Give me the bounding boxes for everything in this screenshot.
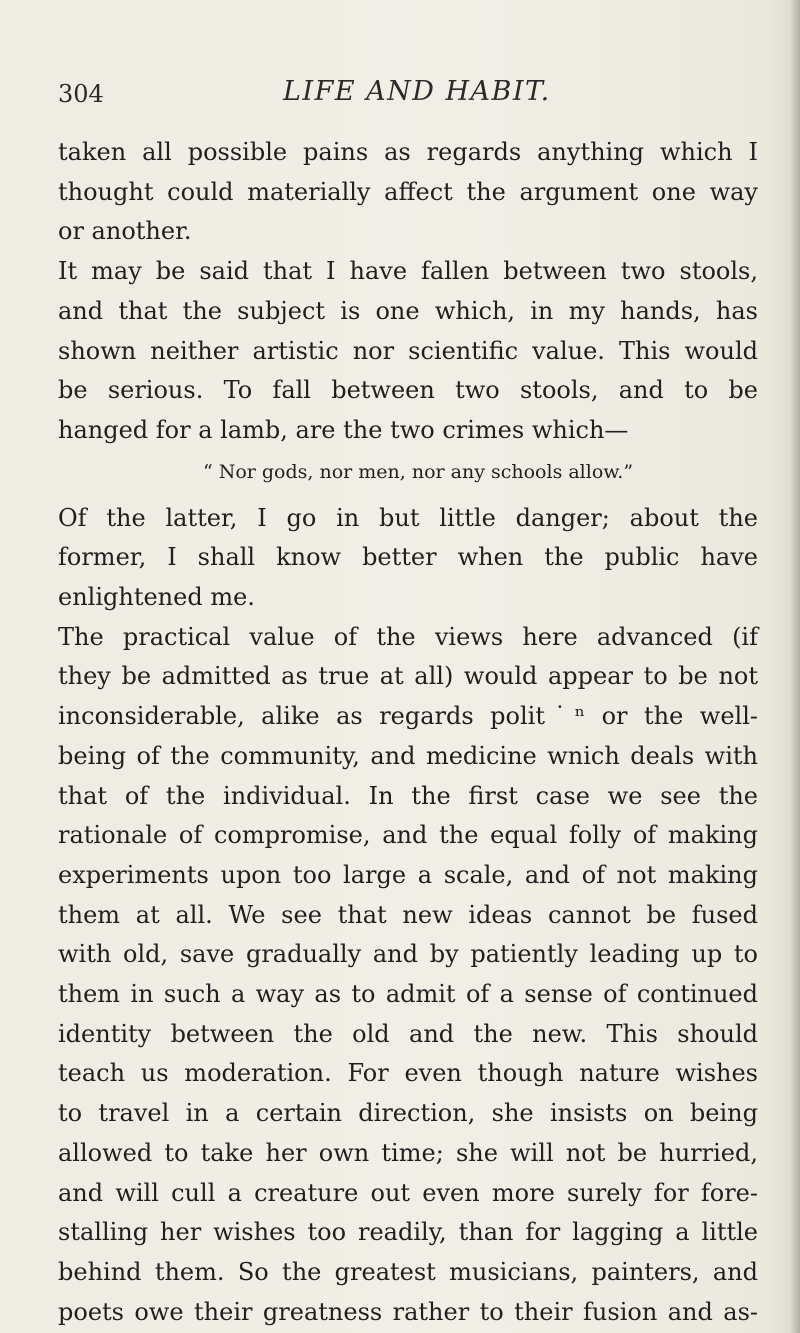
text-line: poets owe their greatness rather to their fusion and as- xyxy=(58,1297,758,1326)
text-line: The practical value of the views here advanced (if xyxy=(58,622,758,651)
text-line: experiments upon too large a scale, and of not making xyxy=(58,860,758,889)
block-quotation: “ Nor gods, nor men, nor any schools allow.” xyxy=(202,460,634,483)
text-line: shown neither artistic nor scientific value. This would xyxy=(58,336,758,365)
text-line: taken all possible pains as regards anything which I xyxy=(58,138,758,166)
text-line: hanged for a lamb, are the two crimes which— xyxy=(58,415,629,444)
page-number: 304 xyxy=(58,80,104,108)
text-line: It may be said that I have fallen between two stools, xyxy=(58,257,758,286)
text-line: and will cull a creature out even more surely for fore- xyxy=(58,1178,758,1207)
text-line: rationale of compromise, and the equal folly of making xyxy=(58,821,758,850)
text-line: Of the latter, I go in but little danger; about the xyxy=(58,503,758,532)
paragraph xyxy=(58,618,758,1333)
text-line: they be admitted as true at all) would appear to be not xyxy=(58,662,758,691)
text-line: being of the community, and medicine wnich deals with xyxy=(58,741,758,770)
text-line: with old, save gradually and by patiently leading up to xyxy=(58,940,758,969)
text-line: teach us moderation. For even though nature wishes xyxy=(58,1059,758,1088)
text-line: stalling her wishes too readily, than for lagging a little xyxy=(58,1218,758,1247)
text-line: that of the individual. In the first case we see the xyxy=(58,781,758,810)
text-line: them at all. We see that new ideas cannot be fused xyxy=(58,900,758,929)
text-line: allowed to take her own time; she will not be hurried, xyxy=(58,1138,758,1167)
body-text xyxy=(58,133,758,1332)
paragraph xyxy=(58,499,758,618)
page-edge-shadow xyxy=(790,0,800,1333)
paragraph xyxy=(58,133,758,252)
text-line: and that the subject is one which, in my hands, has xyxy=(58,296,758,325)
text-line: thought could materially affect the argument one way xyxy=(58,177,758,206)
text-line: enlightened me. xyxy=(58,583,255,612)
text-line: behind them. So the greatest musicians, painters, and xyxy=(58,1257,758,1286)
text-line: or another. xyxy=(58,217,192,246)
page-header xyxy=(58,74,738,114)
text-line: former, I shall know better when the public have xyxy=(58,543,758,572)
text-line: to travel in a certain direction, she insists on being xyxy=(58,1099,758,1128)
text-line: identity between the old and the new. This should xyxy=(58,1019,758,1048)
text-line: them in such a way as to admit of a sense of continued xyxy=(58,980,758,1009)
text-line: inconsiderable, alike as regards polit˙ⁿ or the well- xyxy=(58,702,758,731)
text-line: be serious. To fall between two stools, and to be xyxy=(58,376,758,405)
paragraph xyxy=(58,252,758,451)
running-title: LIFE AND HABIT. xyxy=(283,76,551,107)
